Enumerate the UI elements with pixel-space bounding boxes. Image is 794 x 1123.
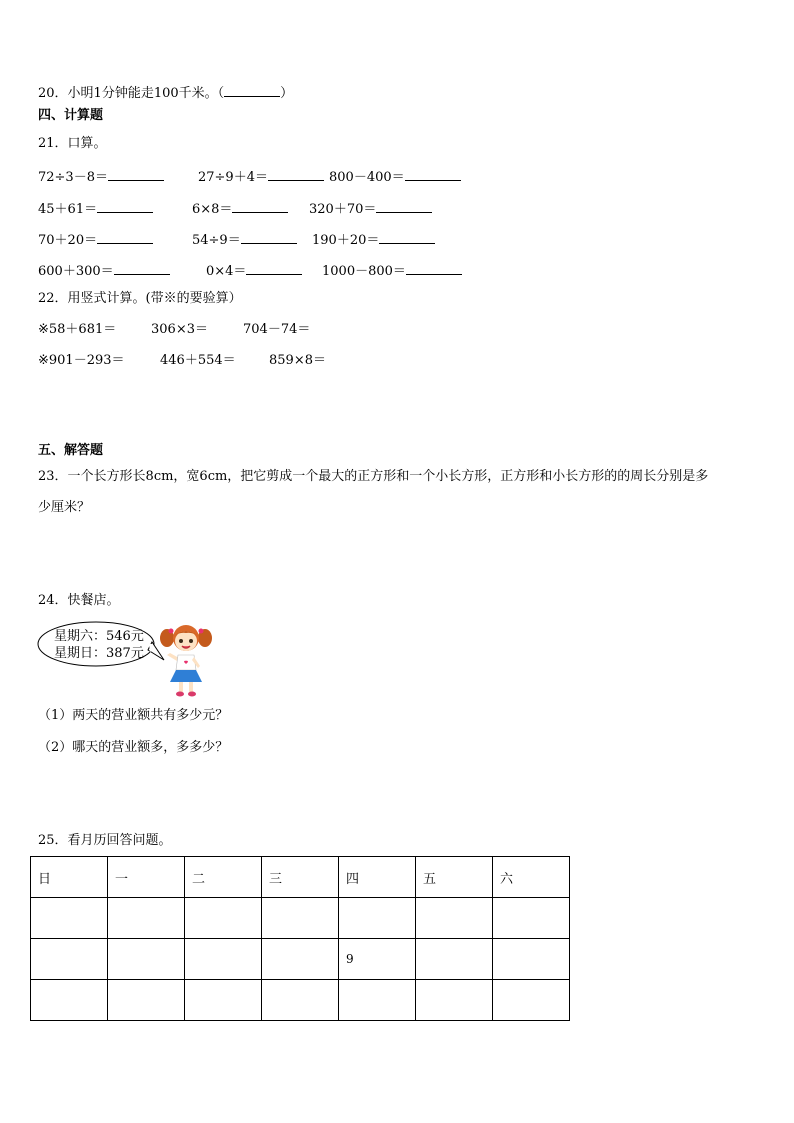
calc-item: 190＋20＝: [312, 230, 435, 249]
question-25-label: 25．看月历回答问题。: [38, 833, 172, 848]
vertical-calc-item: 859×8＝: [269, 353, 326, 368]
answer-blank[interactable]: [241, 230, 297, 244]
speech-bubble: [36, 620, 166, 670]
calc-item: 600＋300＝: [38, 261, 170, 280]
question-20-close: ）: [280, 86, 294, 101]
answer-blank[interactable]: [379, 230, 435, 244]
answer-blank[interactable]: [405, 167, 461, 181]
calendar-cell[interactable]: [185, 980, 262, 1021]
calendar-row: [31, 898, 570, 939]
section-5-title: 五、解答题: [38, 443, 104, 458]
calendar-cell[interactable]: [31, 980, 108, 1021]
calendar-row: [31, 980, 570, 1021]
answer-blank[interactable]: [114, 261, 170, 275]
question-20-text: 20．小明1分钟能走100千米。（: [38, 86, 225, 101]
question-24-label: 24．快餐店。: [38, 593, 120, 608]
calendar-cell[interactable]: [262, 898, 339, 939]
answer-blank[interactable]: [406, 261, 462, 275]
calc-item: 6×8＝: [192, 199, 288, 218]
calendar-header-row: [31, 857, 570, 898]
calc-item: 70＋20＝: [38, 230, 153, 249]
calendar-cell[interactable]: [262, 980, 339, 1021]
calendar-header-cell: 六: [493, 857, 570, 898]
vertical-calc-item: ※58＋681＝: [38, 322, 117, 337]
bubble-line-saturday: 星期六：546元: [54, 629, 144, 644]
calendar-cell[interactable]: [416, 898, 493, 939]
vertical-calc-item: ※901－293＝: [38, 353, 125, 368]
answer-blank[interactable]: [108, 167, 164, 181]
calendar-cell[interactable]: [31, 898, 108, 939]
calendar-cell[interactable]: [493, 898, 570, 939]
vertical-calc-item: 306×3＝: [151, 322, 208, 337]
calendar-header-cell: 四: [339, 857, 416, 898]
calendar-row: [31, 939, 570, 980]
section-4-title: 四、计算题: [38, 108, 104, 123]
calendar-cell[interactable]: [185, 898, 262, 939]
calc-item: 27÷9＋4＝: [198, 167, 324, 186]
calendar-table: [30, 856, 570, 1021]
calendar-cell[interactable]: [108, 980, 185, 1021]
calendar-header-cell: 一: [108, 857, 185, 898]
calendar-cell[interactable]: [416, 980, 493, 1021]
answer-blank[interactable]: [376, 199, 432, 213]
calendar-cell[interactable]: [493, 980, 570, 1021]
calc-item: 1000－800＝: [322, 261, 462, 280]
calendar-cell[interactable]: [339, 980, 416, 1021]
question-20: [38, 83, 293, 102]
calendar-header-cell: 二: [185, 857, 262, 898]
calendar-cell[interactable]: [493, 939, 570, 980]
question-23-line2: 少厘米？: [38, 500, 91, 515]
calc-item: 320＋70＝: [309, 199, 432, 218]
calc-item: 800－400＝: [329, 167, 461, 186]
calendar-header-cell: 日: [31, 857, 108, 898]
calc-item: 54÷9＝: [192, 230, 297, 249]
calendar-cell[interactable]: [339, 898, 416, 939]
calc-item: 0×4＝: [206, 261, 302, 280]
calendar-header-cell: 三: [262, 857, 339, 898]
question-24-sub1: （1）两天的营业额共有多少元？: [38, 708, 229, 723]
calendar-cell[interactable]: [185, 939, 262, 980]
question-21-label: 21．口算。: [38, 136, 107, 151]
question-24-sub2: （2）哪天的营业额多，多多少？: [38, 740, 229, 755]
vertical-calc-item: 704－74＝: [243, 322, 311, 337]
calendar-header-cell: 五: [416, 857, 493, 898]
question-22-label: 22．用竖式计算。(带※的要验算）: [38, 291, 242, 306]
answer-blank[interactable]: [268, 167, 324, 181]
calc-item: 72÷3－8＝: [38, 167, 164, 186]
bubble-line-sunday: 星期日：387元: [54, 646, 144, 661]
vertical-calc-item: 446＋554＝: [160, 353, 236, 368]
calendar-cell[interactable]: [416, 939, 493, 980]
calendar-cell[interactable]: [31, 939, 108, 980]
girl-illustration-icon: [158, 620, 216, 698]
calendar-cell[interactable]: [108, 898, 185, 939]
answer-blank[interactable]: [246, 261, 302, 275]
calendar-cell[interactable]: [108, 939, 185, 980]
calendar-cell[interactable]: [262, 939, 339, 980]
calendar-cell[interactable]: 9: [339, 939, 416, 980]
calc-item: 45＋61＝: [38, 199, 153, 218]
answer-blank[interactable]: [97, 230, 153, 244]
answer-blank[interactable]: [224, 83, 280, 97]
answer-blank[interactable]: [232, 199, 288, 213]
question-23-line1: 23．一个长方形长8cm，宽6cm，把它剪成一个最大的正方形和一个小长方形，正方形和小长方形的的周长分别是多: [38, 469, 709, 484]
answer-blank[interactable]: [97, 199, 153, 213]
